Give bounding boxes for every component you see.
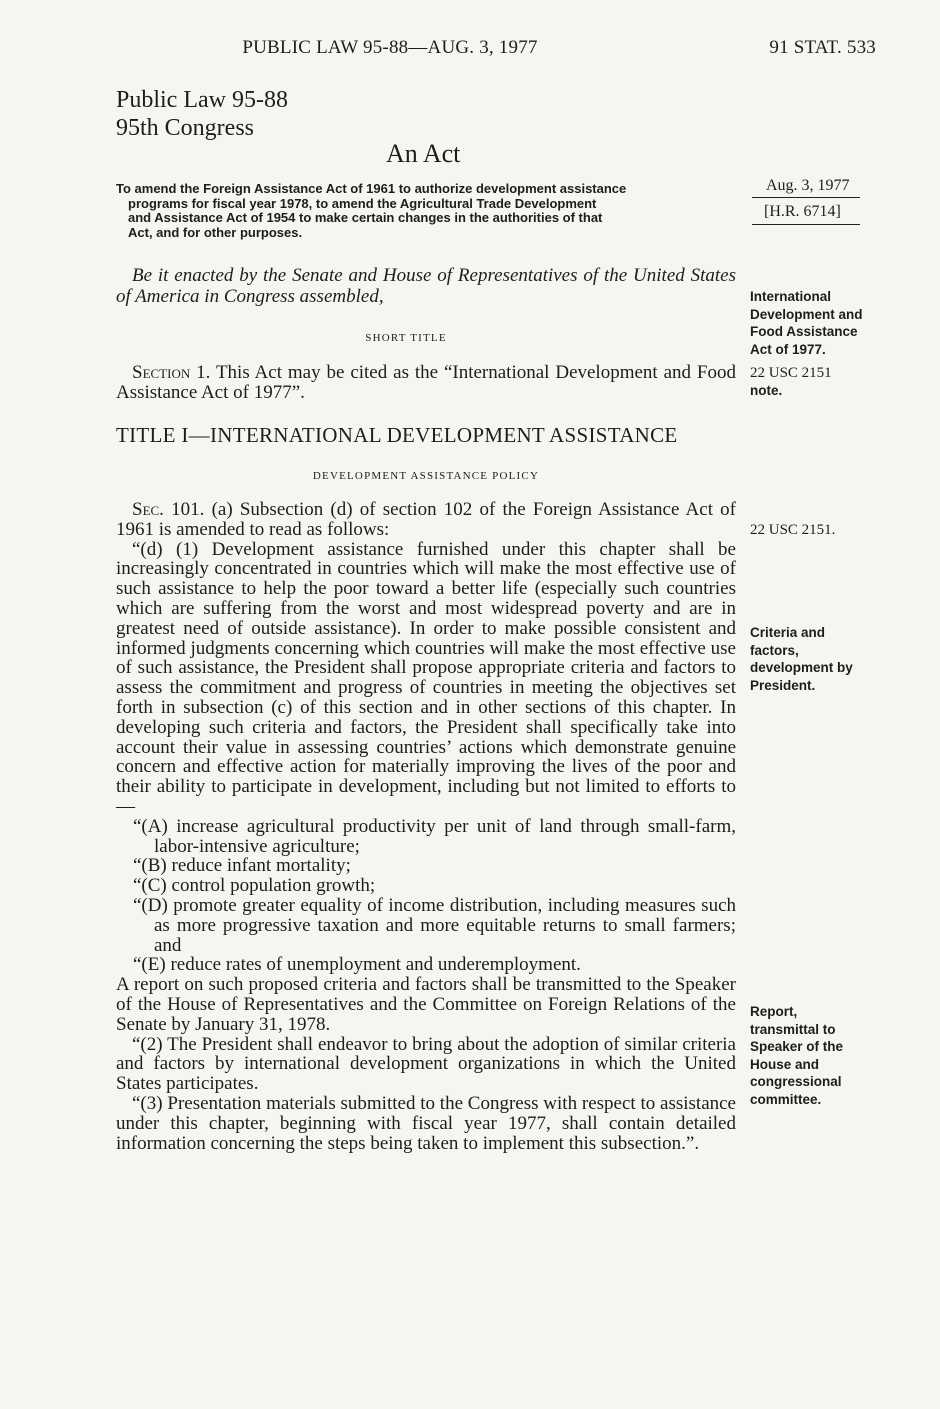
section-1-text: This Act may be cited as the “International Development and Food Assistance Act of 1977”. — [116, 362, 736, 403]
margin-note-report — [750, 1003, 880, 1108]
margin-note-line: Act of 1977. — [750, 341, 826, 357]
bill-number: [H.R. 6714] — [752, 201, 860, 225]
congress-number: 95th Congress — [116, 115, 254, 141]
sec101-intro-text: (a) Subsection (d) of section 102 of the Foreign Assistance Act of 1961 is amended to read as follows: — [116, 499, 737, 540]
section-101 — [116, 500, 736, 1153]
margin-note-line: committee. — [750, 1091, 822, 1107]
running-header: PUBLIC LAW 95-88—AUG. 3, 1977 — [242, 37, 538, 58]
margin-note-line: 22 USC 2151 — [750, 365, 832, 381]
stat-page-reference: 91 STAT. 533 — [769, 37, 876, 58]
margin-note-criteria — [750, 624, 880, 694]
item-a: “(A) increase agricultural productivity per unit of land through small-farm, labor-intensive agriculture; — [133, 815, 736, 857]
margin-note-usc-2151-note — [750, 364, 880, 400]
act-purpose — [116, 182, 736, 240]
item-d: “(D) promote greater equality of income distribution, including measures such as more progressive taxation and more equitable returns to small farmers; and — [133, 894, 736, 956]
section-1-label: Section 1. — [132, 362, 211, 383]
policy-subheading: DEVELOPMENT ASSISTANCE POLICY — [312, 470, 540, 482]
paragraph-d3: “(3) Presentation materials submitted to the Congress with respect to assistance under this chapter, beginning with fiscal year 1977, shall contain detailed information concerning the steps being taken to implement this subsection.”. — [116, 1092, 736, 1154]
margin-note-line: House and — [750, 1056, 820, 1072]
title-one-heading: TITLE I—INTERNATIONAL DEVELOPMENT ASSISTANCE — [116, 423, 678, 447]
item-c: “(C) control population growth; — [133, 875, 376, 897]
short-title-heading: SHORT TITLE — [365, 332, 447, 344]
paragraph-d2: “(2) The President shall endeavor to bring about the adoption of similar criteria and factors by international development organizations in which the United States participates. — [116, 1033, 736, 1095]
margin-note-line: International — [750, 289, 832, 304]
paragraph-d1: “(d) (1) Development assistance furnished under this chapter shall be increasingly concentrated in countries which will make the most effective use of such assistance to help the poor toward a better life (especially such countries which are suffering from the worst and most widespread poverty and are in greatest need of outside assistance). In order to make possible consistent and informed judgments concerning which countries will make the most effective use of such assistance, the President shall propose appropriate criteria and factors to assess the commitment and progress of countries in meeting the objectives set forth in subsection (c) of this section and in other sections of this chapter. In developing such criteria and factors, the President shall specifically take into account their value in assessing countries’ actions which demonstrate genuine concern and effective action for materially improving the lives of the poor and their ability to participate in development, including but not limited to efforts to— — [116, 538, 736, 817]
sec101-label: Sec. 101. — [132, 499, 205, 520]
margin-note-line: President. — [750, 677, 816, 693]
sec101-intro — [116, 500, 736, 540]
enactment-date: Aug. 3, 1977 — [752, 175, 860, 198]
item-b: “(B) reduce infant mortality; — [133, 855, 351, 877]
margin-note-line: development by — [750, 660, 853, 675]
margin-note-line: Criteria and — [750, 625, 826, 640]
margin-note-line: congressional — [750, 1074, 842, 1089]
margin-note-line: Food Assistance — [750, 324, 858, 339]
margin-note-line: Report, — [750, 1004, 798, 1019]
margin-note-line: Development and — [750, 306, 863, 322]
margin-note-line: Speaker of the — [750, 1039, 844, 1054]
margin-note-line: note. — [750, 383, 783, 398]
item-e: “(E) reduce rates of unemployment and underemployment. — [133, 954, 581, 976]
margin-note-short-title — [750, 288, 880, 358]
enactment-date-box — [752, 175, 860, 225]
section-1 — [116, 363, 736, 403]
act-heading: An Act — [386, 139, 461, 168]
margin-note-usc-2151: 22 USC 2151. — [750, 522, 836, 538]
purpose-line: programs for fiscal year 1978, to amend the Agricultural Trade Development — [128, 195, 597, 211]
purpose-line: To amend the Foreign Assistance Act of 1961 to authorize development assistance — [116, 181, 627, 196]
margin-note-line: transmittal to — [750, 1021, 836, 1037]
purpose-line: Act, and for other purposes. — [128, 224, 303, 240]
report-requirement: A report on such proposed criteria and factors shall be transmitted to the Speaker of the House of Representatives and the Committee on Foreign Relations of the Senate by January 31, 1978. — [116, 974, 736, 1035]
margin-note-line: factors, — [750, 642, 799, 658]
enacting-clause: Be it enacted by the Senate and House of Representatives of the United States of America in Congress assembled, — [116, 265, 736, 307]
public-law-number: Public Law 95-88 — [116, 87, 288, 113]
purpose-line: and Assistance Act of 1954 to make certain changes in the authorities of that — [128, 210, 603, 225]
